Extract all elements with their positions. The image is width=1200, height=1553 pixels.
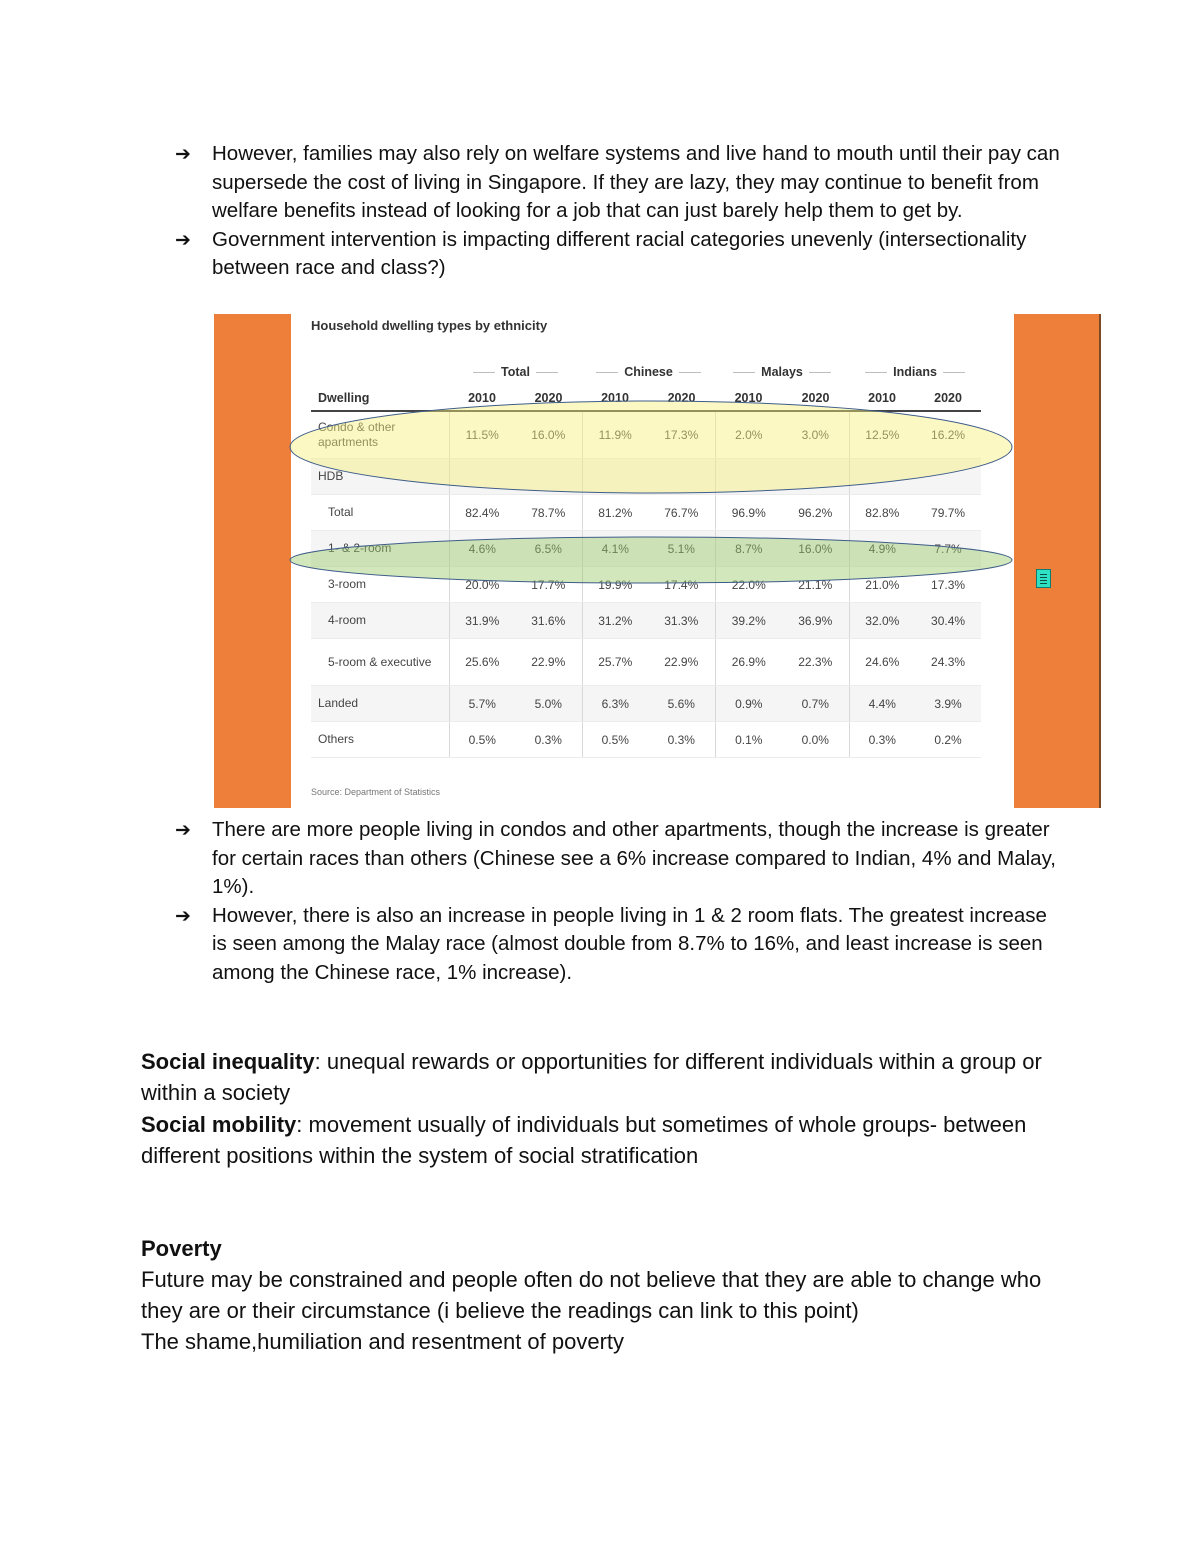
definition-text: : unequal rewards or opportunities for different individuals within a group or within a society <box>141 1049 1042 1106</box>
definition-term: Social mobility <box>141 1111 297 1137</box>
table-cell: 7.7% <box>915 531 981 567</box>
bullet-text: However, there is also an increase in people living in 1 & 2 room flats. The greatest increase is seen among the Malay race (almost double from 8.7% to 16%, and least increase is seen among the Chinese race, 1% increase). <box>212 903 1047 984</box>
table-source: Source: Department of Statistics <box>311 787 441 797</box>
table-cell: 0.9% <box>715 686 782 722</box>
table-cell: 78.7% <box>515 495 582 531</box>
orange-side-bar-right <box>1014 314 1101 808</box>
table-row-3-room <box>311 567 981 603</box>
table-cell: 17.4% <box>648 567 715 603</box>
table-cell: 3.9% <box>915 686 981 722</box>
bullet-list-bottom <box>175 816 1065 988</box>
table-cell: 0.5% <box>449 722 515 758</box>
dwelling-table <box>311 358 981 758</box>
table-cell: 19.9% <box>582 567 648 603</box>
row-label: 5-room & executive <box>311 639 449 686</box>
group-total: Total <box>501 365 530 379</box>
table-cell: 0.3% <box>849 722 915 758</box>
definition-term: Social inequality <box>141 1049 315 1074</box>
row-label: Total <box>311 495 449 531</box>
table-cell: 4.1% <box>582 531 648 567</box>
table-cell: 6.3% <box>582 686 648 722</box>
table-cell: 0.3% <box>515 722 582 758</box>
table-cell: 31.2% <box>582 603 648 639</box>
table-cell: 79.7% <box>915 495 981 531</box>
bullet-text: There are more people living in condos and other apartments, though the increase is greater for certain races than others (Chinese see a 6% increase compared to Indian, 4% and Malay, 1%). <box>212 818 1056 899</box>
table-cell: 36.9% <box>782 603 849 639</box>
table-cell: 96.9% <box>715 495 782 531</box>
year-header-row <box>311 386 981 411</box>
table-cell: 8.7% <box>715 531 782 567</box>
poverty-line: Future may be constrained and people often do not believe that they are able to change who they are or their circumstance (i believe the readings can link to this point) <box>141 1267 1042 1323</box>
year-cell: 2020 <box>782 386 849 411</box>
poverty-heading: Poverty <box>141 1236 222 1261</box>
table-cell: 25.7% <box>582 639 648 686</box>
group-header-row <box>311 358 981 386</box>
orange-side-bar-left <box>214 314 291 808</box>
table-cell: 20.0% <box>449 567 515 603</box>
table-row-1-2-room <box>311 531 981 567</box>
table-cell: 82.8% <box>849 495 915 531</box>
table-cell: 5.0% <box>515 686 582 722</box>
table-row-5-room <box>311 639 981 686</box>
table-cell: 22.9% <box>648 639 715 686</box>
table-cell: 16.2% <box>915 411 981 459</box>
table-cell: 39.2% <box>715 603 782 639</box>
table-cell: 21.1% <box>782 567 849 603</box>
bullet-item <box>175 140 1065 226</box>
table-cell: 2.0% <box>715 411 782 459</box>
year-cell: 2010 <box>849 386 915 411</box>
table-cell: 3.0% <box>782 411 849 459</box>
year-cell: 2010 <box>449 386 515 411</box>
table-cell: 24.6% <box>849 639 915 686</box>
table-cell: 96.2% <box>782 495 849 531</box>
row-label: Condo & other apartments <box>311 411 449 459</box>
table-cell: 6.5% <box>515 531 582 567</box>
table-row-hdb <box>311 459 981 495</box>
bullet-item <box>175 816 1065 902</box>
row-label: 3-room <box>311 567 449 603</box>
table-row-4-room <box>311 603 981 639</box>
table-cell: 16.0% <box>515 411 582 459</box>
definition-social-mobility <box>141 1109 1071 1172</box>
row-label: Landed <box>311 686 449 722</box>
arrow-bullet-icon: ➔ <box>175 143 191 165</box>
year-cell: 2020 <box>515 386 582 411</box>
table-cell: 11.5% <box>449 411 515 459</box>
table-cell: 17.3% <box>648 411 715 459</box>
hdb-label: HDB <box>311 459 449 495</box>
table-cell: 24.3% <box>915 639 981 686</box>
table-cell: 5.7% <box>449 686 515 722</box>
definition-social-inequality <box>141 1046 1071 1109</box>
table-cell: 76.7% <box>648 495 715 531</box>
table-cell: 25.6% <box>449 639 515 686</box>
definitions <box>141 1046 1071 1171</box>
arrow-bullet-icon: ➔ <box>175 819 191 841</box>
row-label: 4-room <box>311 603 449 639</box>
table-cell: 32.0% <box>849 603 915 639</box>
group-chinese: Chinese <box>624 365 673 379</box>
table-cell: 0.1% <box>715 722 782 758</box>
table-cell: 22.0% <box>715 567 782 603</box>
row-label: Others <box>311 722 449 758</box>
table-row-condo <box>311 411 981 459</box>
year-cell: 2020 <box>648 386 715 411</box>
dwelling-header: Dwelling <box>311 386 449 411</box>
comment-note-icon[interactable] <box>1036 569 1051 588</box>
table-cell: 5.1% <box>648 531 715 567</box>
arrow-bullet-icon: ➔ <box>175 228 191 251</box>
year-cell: 2010 <box>715 386 782 411</box>
table-cell: 82.4% <box>449 495 515 531</box>
table-cell: 21.0% <box>849 567 915 603</box>
table-cell: 31.6% <box>515 603 582 639</box>
table-cell: 0.0% <box>782 722 849 758</box>
table-cell: 22.9% <box>515 639 582 686</box>
poverty-section <box>141 1233 1071 1357</box>
arrow-bullet-icon: ➔ <box>175 904 191 927</box>
group-malays: Malays <box>761 365 803 379</box>
table-cell: 4.4% <box>849 686 915 722</box>
table-cell: 12.5% <box>849 411 915 459</box>
dwelling-table-image <box>214 314 1101 808</box>
bullet-list-top <box>175 140 1065 283</box>
table-cell: 16.0% <box>782 531 849 567</box>
row-label: 1- & 2-room <box>311 531 449 567</box>
bullet-item <box>175 226 1065 283</box>
table-cell: 81.2% <box>582 495 648 531</box>
table-cell: 30.4% <box>915 603 981 639</box>
table-cell: 0.2% <box>915 722 981 758</box>
table-cell: 4.9% <box>849 531 915 567</box>
table-cell: 17.7% <box>515 567 582 603</box>
table-title: Household dwelling types by ethnicity <box>311 318 548 333</box>
year-cell: 2020 <box>915 386 981 411</box>
table-cell: 0.5% <box>582 722 648 758</box>
table-row-landed <box>311 686 981 722</box>
poverty-line: The shame,humiliation and resentment of poverty <box>141 1329 625 1354</box>
table-cell: 4.6% <box>449 531 515 567</box>
table-cell: 0.3% <box>648 722 715 758</box>
table-cell: 17.3% <box>915 567 981 603</box>
table-cell: 5.6% <box>648 686 715 722</box>
table-cell: 22.3% <box>782 639 849 686</box>
year-cell: 2010 <box>582 386 648 411</box>
table-cell: 31.3% <box>648 603 715 639</box>
table-row-others <box>311 722 981 758</box>
group-indians: Indians <box>893 365 937 379</box>
table-cell: 11.9% <box>582 411 648 459</box>
definition-text: : movement usually of individuals but sometimes of whole groups- between different positions within the system of social stratification <box>141 1111 1027 1168</box>
table-cell: 31.9% <box>449 603 515 639</box>
bullet-text: Government intervention is impacting different racial categories unevenly (intersectionality between race and class?) <box>212 227 1027 280</box>
bullet-text: However, families may also rely on welfare systems and live hand to mouth until their pay can supersede the cost of living in Singapore. If they are lazy, they may continue to benefit from welfare benefits instead of looking for a job that can just barely help them to get by. <box>212 142 1060 223</box>
table-row-hdb-total <box>311 495 981 531</box>
bullet-item <box>175 902 1065 988</box>
table-cell: 26.9% <box>715 639 782 686</box>
table-cell: 0.7% <box>782 686 849 722</box>
